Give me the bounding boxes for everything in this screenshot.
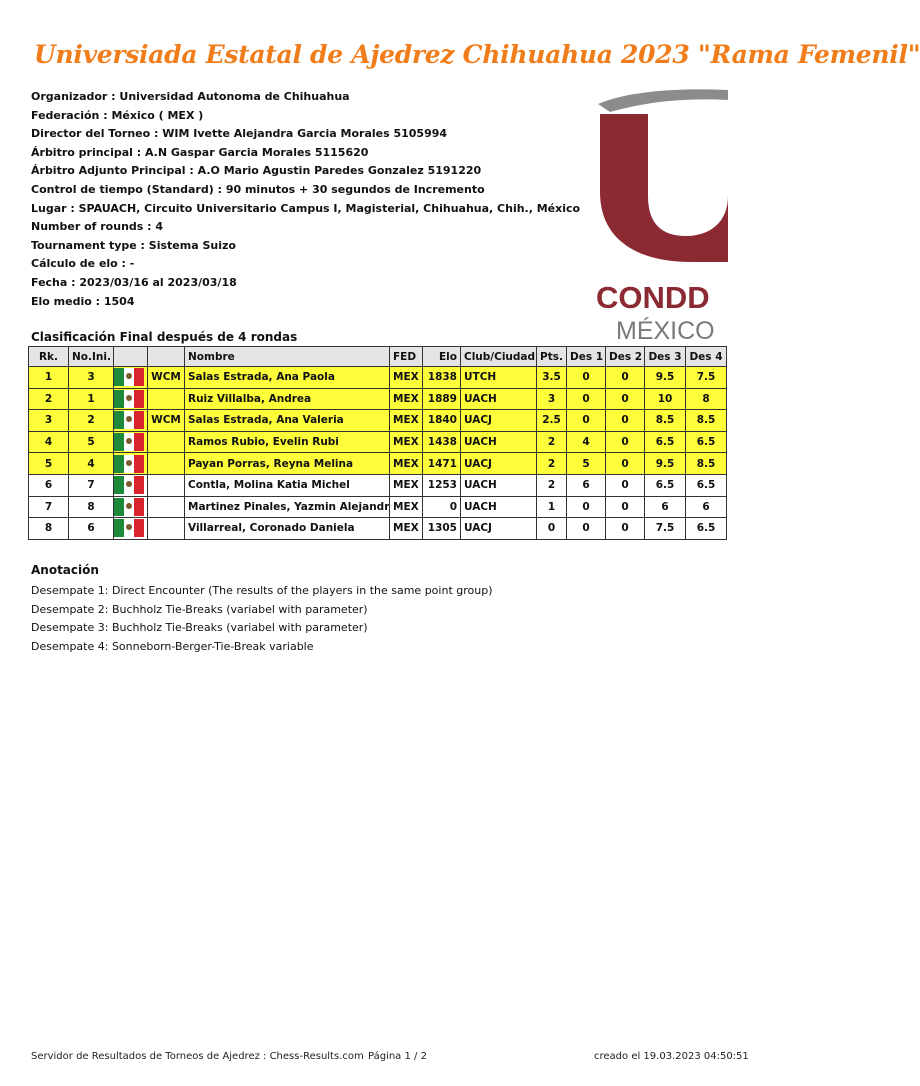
fed-cell: MEX — [390, 474, 423, 496]
tb4-cell: 7.5 — [686, 367, 727, 389]
elo-cell: 1840 — [423, 410, 461, 432]
annotation-line: Desempate 4: Sonneborn-Berger-Tie-Break variable — [31, 639, 314, 653]
flag-cell — [114, 431, 148, 453]
tb1-cell: 0 — [567, 518, 606, 540]
rank-cell: 8 — [29, 518, 69, 540]
club-cell: UACH — [461, 388, 537, 410]
tb2-cell: 0 — [606, 410, 645, 432]
elo-cell: 1471 — [423, 453, 461, 475]
tb2-cell: 0 — [606, 367, 645, 389]
name-cell: Ramos Rubio, Evelin Rubi — [185, 431, 390, 453]
col-start-no: No.Ini. — [69, 347, 114, 367]
fed-cell: MEX — [390, 410, 423, 432]
col-tb3: Des 3 — [645, 347, 686, 367]
name-cell: Payan Porras, Reyna Melina — [185, 453, 390, 475]
pts-cell: 2 — [537, 453, 567, 475]
info-federation: Federación : México ( MEX ) — [31, 108, 204, 122]
pts-cell: 1 — [537, 496, 567, 518]
info-date: Fecha : 2023/03/16 al 2023/03/18 — [31, 275, 237, 289]
club-cell: UACJ — [461, 410, 537, 432]
tb2-cell: 0 — [606, 431, 645, 453]
start-no-cell: 7 — [69, 474, 114, 496]
start-no-cell: 8 — [69, 496, 114, 518]
name-cell: Villarreal, Coronado Daniela — [185, 518, 390, 540]
table-row — [29, 453, 727, 475]
tb3-cell: 9.5 — [645, 367, 686, 389]
mexico-flag-icon — [114, 433, 144, 451]
title-cell — [148, 496, 185, 518]
club-cell: UACJ — [461, 453, 537, 475]
document-title: Universiada Estatal de Ajedrez Chihuahua 2023 "Rama Femenil" — [34, 40, 920, 69]
tb2-cell: 0 — [606, 518, 645, 540]
name-cell: Ruiz Villalba, Andrea — [185, 388, 390, 410]
fed-cell: MEX — [390, 496, 423, 518]
info-deputy-arbiter: Árbitro Adjunto Principal : A.O Mario Agustin Paredes Gonzalez 5191220 — [31, 164, 482, 178]
tb1-cell: 0 — [567, 410, 606, 432]
mexico-flag-icon — [114, 519, 144, 537]
name-cell: Salas Estrada, Ana Paola — [185, 367, 390, 389]
mexico-flag-icon — [114, 411, 144, 429]
tb3-cell: 7.5 — [645, 518, 686, 540]
tb4-cell: 6.5 — [686, 518, 727, 540]
tb1-cell: 5 — [567, 453, 606, 475]
annotation-line: Desempate 3: Buchholz Tie-Breaks (variabel with parameter) — [31, 621, 368, 635]
info-type: Tournament type : Sistema Suizo — [31, 238, 236, 252]
rank-cell: 2 — [29, 388, 69, 410]
title-cell — [148, 388, 185, 410]
start-no-cell: 3 — [69, 367, 114, 389]
title-cell: WCM — [148, 367, 185, 389]
elo-cell: 1889 — [423, 388, 461, 410]
elo-cell: 1838 — [423, 367, 461, 389]
table-row — [29, 518, 727, 540]
table-row — [29, 474, 727, 496]
elo-cell: 1253 — [423, 474, 461, 496]
mexico-flag-icon — [114, 455, 144, 473]
tb2-cell: 0 — [606, 496, 645, 518]
col-elo: Elo — [423, 347, 461, 367]
col-tb1: Des 1 — [567, 347, 606, 367]
flag-cell — [114, 518, 148, 540]
fed-cell: MEX — [390, 388, 423, 410]
title-cell — [148, 431, 185, 453]
standings-title: Clasificación Final después de 4 rondas — [31, 330, 298, 344]
footer-created: creado el 19.03.2023 04:50:51 — [594, 1051, 749, 1062]
mexico-flag-icon — [114, 498, 144, 516]
table-row — [29, 431, 727, 453]
logo-text-mexico: MÉXICO — [616, 317, 715, 345]
info-rounds: Number of rounds : 4 — [31, 220, 164, 234]
table-header-row — [29, 347, 727, 367]
logo-text-condd: CONDD — [596, 280, 710, 315]
start-no-cell: 1 — [69, 388, 114, 410]
footer-source: Servidor de Resultados de Torneos de Ajedrez : Chess-Results.com — [31, 1051, 364, 1062]
col-flag — [114, 347, 148, 367]
tb2-cell: 0 — [606, 388, 645, 410]
info-elo-calc: Cálculo de elo : - — [31, 257, 135, 271]
elo-cell: 1438 — [423, 431, 461, 453]
title-cell — [148, 453, 185, 475]
title-cell: WCM — [148, 410, 185, 432]
tb2-cell: 0 — [606, 453, 645, 475]
rank-cell: 1 — [29, 367, 69, 389]
table-row — [29, 410, 727, 432]
rank-cell: 4 — [29, 431, 69, 453]
footer-page: Página 1 / 2 — [368, 1051, 427, 1062]
tb1-cell: 0 — [567, 367, 606, 389]
tb4-cell: 6.5 — [686, 431, 727, 453]
title-cell — [148, 518, 185, 540]
tb1-cell: 0 — [567, 388, 606, 410]
fed-cell: MEX — [390, 431, 423, 453]
col-fed: FED — [390, 347, 423, 367]
table-row — [29, 388, 727, 410]
tb3-cell: 6.5 — [645, 474, 686, 496]
club-cell: UACH — [461, 431, 537, 453]
tb1-cell: 0 — [567, 496, 606, 518]
mexico-flag-icon — [114, 476, 144, 494]
title-cell — [148, 474, 185, 496]
rank-cell: 7 — [29, 496, 69, 518]
tb4-cell: 8 — [686, 388, 727, 410]
flag-cell — [114, 496, 148, 518]
tb4-cell: 8.5 — [686, 410, 727, 432]
tb3-cell: 10 — [645, 388, 686, 410]
annotation-line: Desempate 1: Direct Encounter (The results of the players in the same point group) — [31, 584, 493, 597]
annotation-heading: Anotación — [31, 563, 99, 577]
flag-cell — [114, 453, 148, 475]
start-no-cell: 5 — [69, 431, 114, 453]
tb3-cell: 6 — [645, 496, 686, 518]
rank-cell: 6 — [29, 474, 69, 496]
name-cell: Martinez Pinales, Yazmin Alejandr — [185, 496, 390, 518]
name-cell: Salas Estrada, Ana Valeria — [185, 410, 390, 432]
start-no-cell: 2 — [69, 410, 114, 432]
info-time-control: Control de tiempo (Standard) : 90 minutos + 30 segundos de Incremento — [31, 182, 485, 196]
info-chief-arbiter: Árbitro principal : A.N Gaspar Garcia Morales 5115620 — [31, 145, 369, 159]
col-club: Club/Ciudad — [461, 347, 537, 367]
fed-cell: MEX — [390, 518, 423, 540]
fed-cell: MEX — [390, 367, 423, 389]
info-organizer: Organizador : Universidad Autonoma de Chihuahua — [31, 90, 350, 103]
mexico-flag-icon — [114, 390, 144, 408]
info-location: Lugar : SPAUACH, Circuito Universitario Campus I, Magisterial, Chihuahua, Chih., México — [31, 201, 581, 215]
club-cell: UACJ — [461, 518, 537, 540]
pts-cell: 2.5 — [537, 410, 567, 432]
start-no-cell: 6 — [69, 518, 114, 540]
start-no-cell: 4 — [69, 453, 114, 475]
flag-cell — [114, 410, 148, 432]
flag-cell — [114, 474, 148, 496]
tb4-cell: 6 — [686, 496, 727, 518]
tb1-cell: 6 — [567, 474, 606, 496]
pts-cell: 3 — [537, 388, 567, 410]
col-pts: Pts. — [537, 347, 567, 367]
pts-cell: 0 — [537, 518, 567, 540]
rank-cell: 3 — [29, 410, 69, 432]
col-tb4: Des 4 — [686, 347, 727, 367]
flag-cell — [114, 367, 148, 389]
condd-logo — [592, 86, 728, 346]
info-avg-elo: Elo medio : 1504 — [31, 294, 135, 308]
tb1-cell: 4 — [567, 431, 606, 453]
pts-cell: 3.5 — [537, 367, 567, 389]
club-cell: UACH — [461, 496, 537, 518]
standings-table — [28, 346, 727, 540]
table-row — [29, 496, 727, 518]
elo-cell: 0 — [423, 496, 461, 518]
tb3-cell: 9.5 — [645, 453, 686, 475]
col-name: Nombre — [185, 347, 390, 367]
info-director: Director del Torneo : WIM Ivette Alejandra Garcia Morales 5105994 — [31, 127, 448, 141]
tb3-cell: 6.5 — [645, 431, 686, 453]
tb2-cell: 0 — [606, 474, 645, 496]
mexico-flag-icon — [114, 368, 144, 386]
condd-logo-icon — [592, 86, 728, 346]
annotation-line: Desempate 2: Buchholz Tie-Breaks (variabel with parameter) — [31, 602, 368, 616]
pts-cell: 2 — [537, 474, 567, 496]
club-cell: UTCH — [461, 367, 537, 389]
club-cell: UACH — [461, 474, 537, 496]
tb3-cell: 8.5 — [645, 410, 686, 432]
flag-cell — [114, 388, 148, 410]
fed-cell: MEX — [390, 453, 423, 475]
tb4-cell: 6.5 — [686, 474, 727, 496]
pts-cell: 2 — [537, 431, 567, 453]
col-rank: Rk. — [29, 347, 69, 367]
tournament-info — [31, 88, 591, 311]
rank-cell: 5 — [29, 453, 69, 475]
elo-cell: 1305 — [423, 518, 461, 540]
annotation-section — [31, 563, 493, 656]
table-row — [29, 367, 727, 389]
tb4-cell: 8.5 — [686, 453, 727, 475]
col-title — [148, 347, 185, 367]
name-cell: Contla, Molina Katia Michel — [185, 474, 390, 496]
col-tb2: Des 2 — [606, 347, 645, 367]
